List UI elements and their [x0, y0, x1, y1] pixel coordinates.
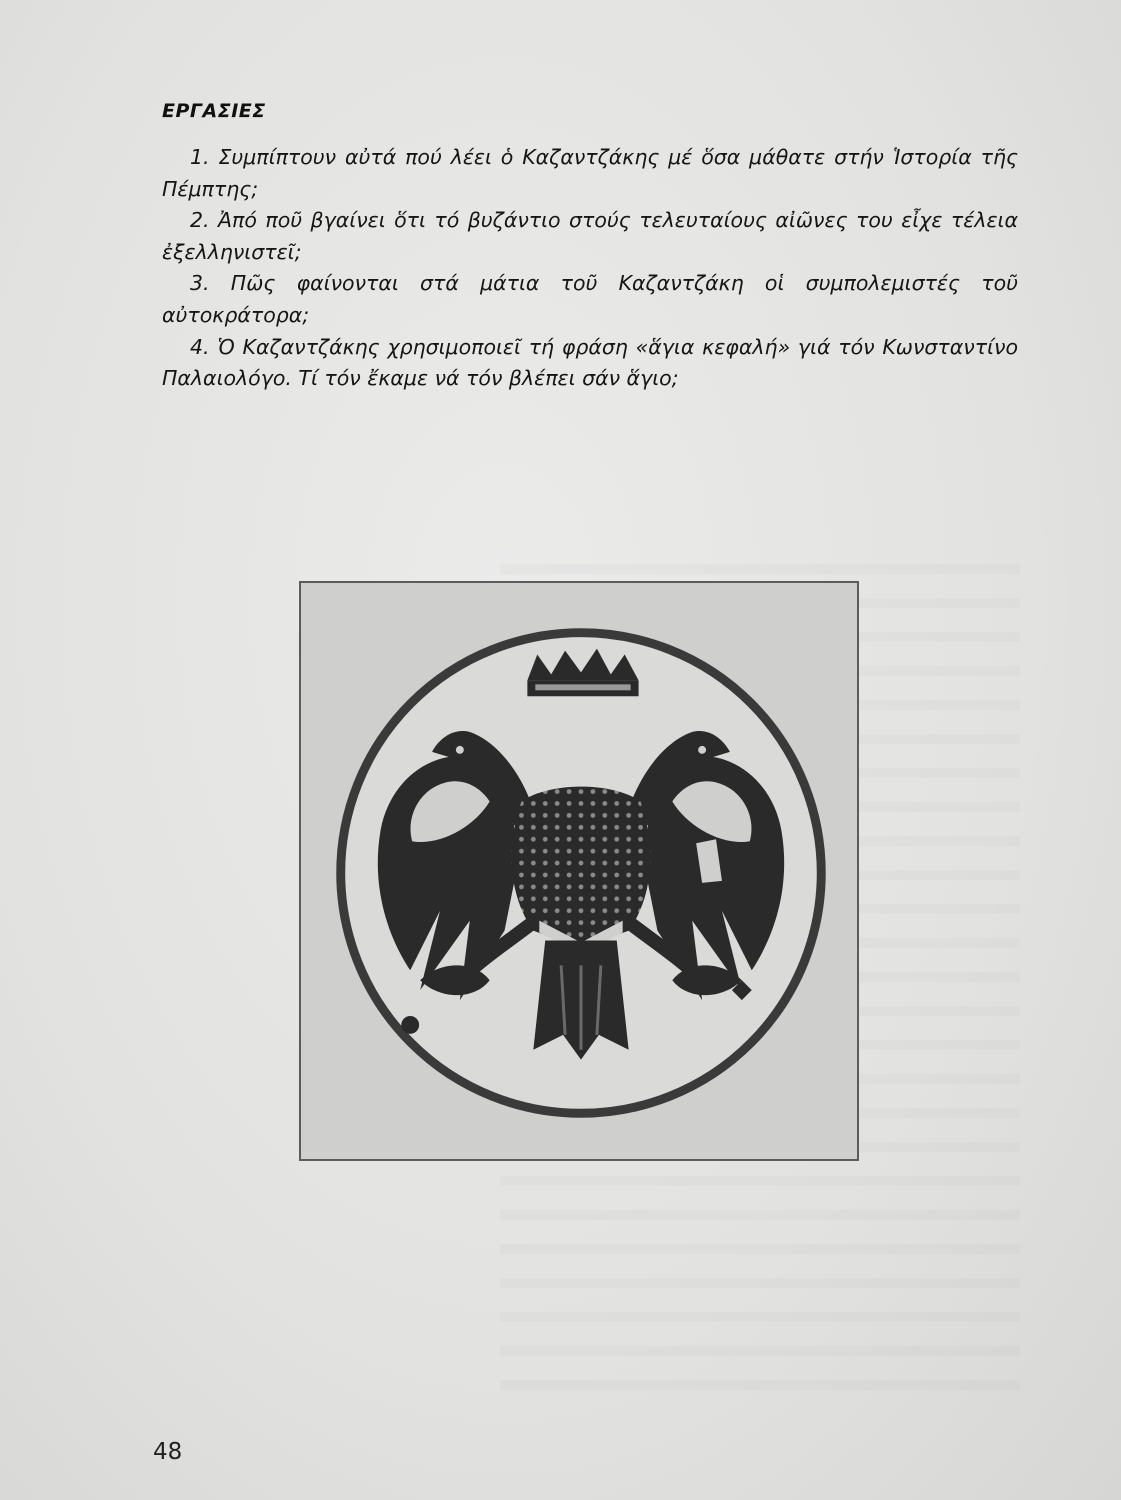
double-headed-eagle-icon [301, 583, 857, 1159]
page-number: 48 [153, 1439, 183, 1465]
question-text: Ὁ Καζαντζάκης χρησιμοποιεῖ τή φράση «ἅγια κεφαλή» γιά τόν Κωνσταντίνο Παλαιολόγο. Τί τόν ἔκαμε νά τόν βλέπει σάν ἅγιο; [162, 334, 1018, 391]
question-number: 3. [190, 271, 210, 296]
eagle-illustration [299, 581, 859, 1161]
question-item [162, 142, 1018, 205]
question-list [162, 142, 1018, 395]
question-item [162, 268, 1018, 331]
question-item [162, 332, 1018, 395]
question-text: Πῶς φαίνονται στά μάτια τοῦ Καζαντζάκη οἱ συμπολεμιστές τοῦ αὐτοκράτορα; [162, 271, 1018, 327]
question-number: 1. [190, 145, 210, 169]
question-text: Ἀπό ποῦ βγαίνει ὅτι τό βυζάντιο στούς τελευταίους αἰῶνες του εἶχε τέλεια ἐξελληνιστεῖ; [162, 208, 1018, 264]
question-item [162, 205, 1018, 268]
question-number: 2. [190, 208, 210, 233]
question-text: Συμπίπτουν αὐτά πού λέει ὁ Καζαντζάκης μέ ὅσα μάθατε στήν Ἱστορία τῆς Πέμπτης; [162, 145, 1018, 201]
question-number: 4. [190, 334, 210, 359]
section-heading: ΕΡΓΑΣΙΕΣ [162, 100, 266, 122]
